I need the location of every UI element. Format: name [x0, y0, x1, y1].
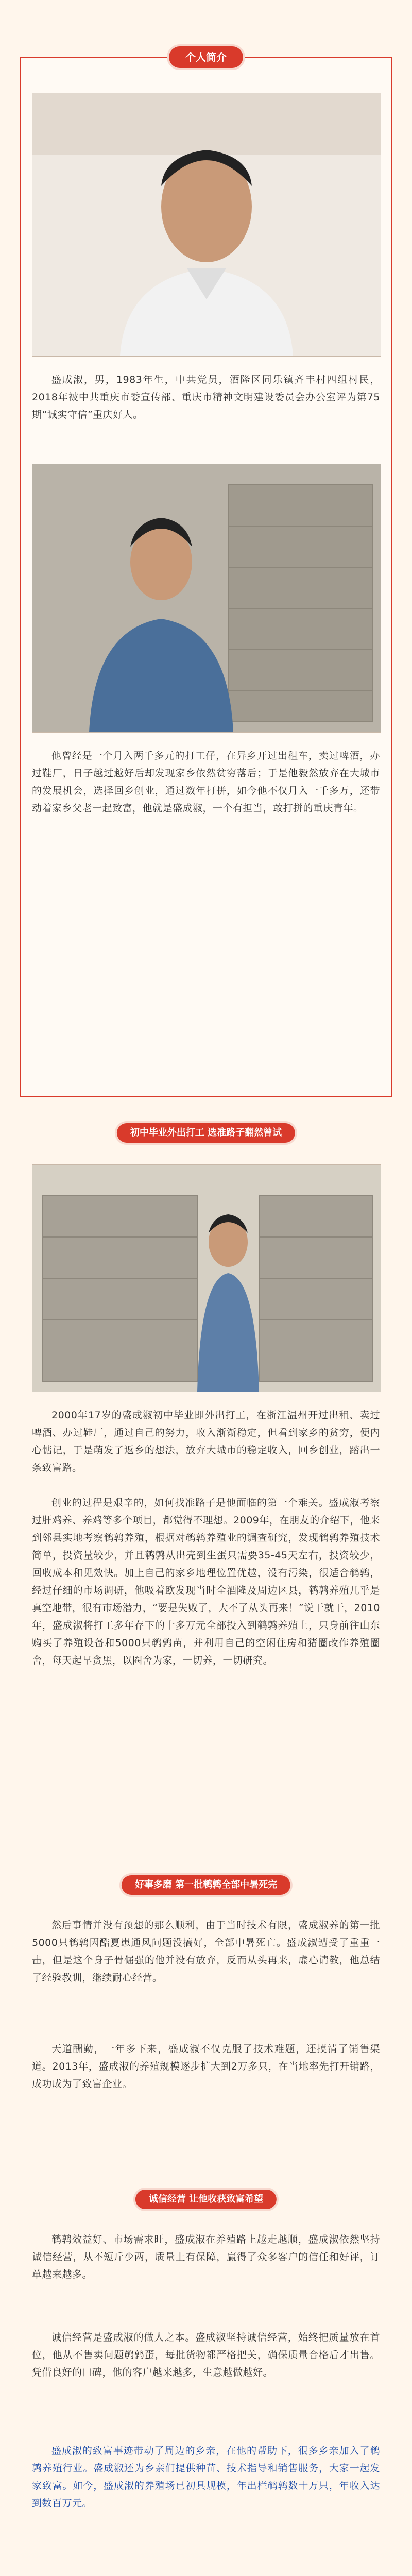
intro-paragraph-1: 盛成淑，男，1983年生，中共党员，酒隆区同乐镇齐丰村四组村民，2018年被中共重庆市委宣传部、重庆市精神文明建设委员会办公室评为第75期“诚实守信”重庆好人。	[32, 374, 380, 420]
integrity-paragraph-3: 盛成淑的致富事迹带动了周边的乡亲，在他的帮助下，很多乡亲加入了鹌鹑养殖行业。盛成淑还为乡亲们提供种苗、技术指导和销售服务，大家一起发家致富。如今，盛成淑的养殖场已初具规模，年出栏鹌鹑数十万只，年收入达到数百万元。	[32, 2445, 380, 2509]
farm-photo	[32, 464, 381, 733]
farm-photo-2-illustration	[32, 1165, 381, 1392]
section-title-setback: 好事多磨 第一批鹌鹑全部中暑死完	[122, 1875, 290, 1895]
integrity-paragraph-2: 诚信经营是盛成淑的做人之本。盛成淑坚持诚信经营，始终把质量放在首位，他从不售卖问题鹌鹑蛋，每批货物都严格把关，确保质量合格后才出售。凭借良好的口碑，他的客户越来越多，生意越做越好。	[32, 2332, 380, 2378]
work-paragraph-2: 创业的过程是艰辛的，如何找准路子是他面临的第一个难关。盛成淑考察过肝鸡养、养鸡等多个项目，都觉得不理想。2009年，在朋友的介绍下，他来到邻县实地考察鹌鹑养殖，根据对鹌鹑养殖业的调查研究，发现鹌鹑养殖技术简单，投资量较少，并且鹌鹑从出壳到生蛋只需要35-45天左右，投资较少，回收成本和见效快。加上自己的家乡地理位置优越，没有污染，很适合鹌鹑，经过仔细的市场调研，他吸着欧发现当时全酒隆及周边区县，鹌鹑养殖几乎是真空地带，很有市场潜力，“要是失败了，大不了从头再来！”说干就干，2010年，盛成淑将打工多年存下的十多万元全部投入到鹌鹑养殖上，只身前往山东购买了养殖设备和5000只鹌鹑苗，并利用自己的空闲住房和猪圈改作养殖圈舍，每天起早贪黑，以圈舍为家，一切养，一切研究。	[32, 1497, 380, 1666]
section-title-work: 初中毕业外出打工 选准路子翻然曾试	[117, 1123, 295, 1143]
intro-paragraph-2: 他曾经是一个月入两千多元的打工仔，在异乡开过出租车，卖过啤酒，办过鞋厂，日子越过越好后却发现家乡依然贫穷落后；于是他毅然放弃在大城市的发展机会，选择回乡创业，通过数年打拼，如今他不仅月入一千多万，还带动着家乡父老一起致富，他就是盛成淑，一个有担当，敢打拼的重庆青年。	[32, 750, 380, 814]
section-title-intro: 个人简介	[169, 46, 243, 68]
portrait-illustration	[32, 93, 381, 356]
section-title-integrity: 诚信经营 让他收获致富希望	[135, 2190, 277, 2209]
setback-paragraph-1: 然后事情并没有预想的那么顺利，由于当时技术有限，盛成淑养的第一批5000只鹌鹑因酷夏患通风问题没搞好，全部中暑死亡。盛成淑遭受了重重一击，但是这个身子骨倔强的他并没有放弃，反而从头再来，虚心请教，他总结了经验教训，继续耐心经营。	[32, 1920, 380, 1984]
work-paragraph-1: 2000年17岁的盛成淑初中毕业即外出打工，在浙江温州开过出租、卖过啤酒、办过鞋厂，通过自己的努力，收入渐渐稳定，但看到家乡的贫穷，便内心惦记，于是萌发了返乡的想法，放弃大城市的稳定收入，回乡创业，踏出一条致富路。	[32, 1410, 380, 1473]
farm-photo-2	[32, 1164, 381, 1392]
farm-photo-illustration	[32, 464, 381, 732]
integrity-paragraph-1: 鹌鹑效益好、市场需求旺，盛成淑在养殖路上越走越顺，盛成淑依然坚持诚信经营，从不短斤少两，质量上有保障，赢得了众多客户的信任和好评，订单越来越多。	[32, 2234, 380, 2280]
setback-paragraph-2: 天道酬勤，一年多下来，盛成淑不仅克服了技术难题，还摸清了销售渠道。2013年，盛成淑的养殖规模逐步扩大到2万多只，在当地率先打开销路，成功成为了致富企业。	[32, 2043, 380, 2090]
portrait-photo	[32, 93, 381, 357]
